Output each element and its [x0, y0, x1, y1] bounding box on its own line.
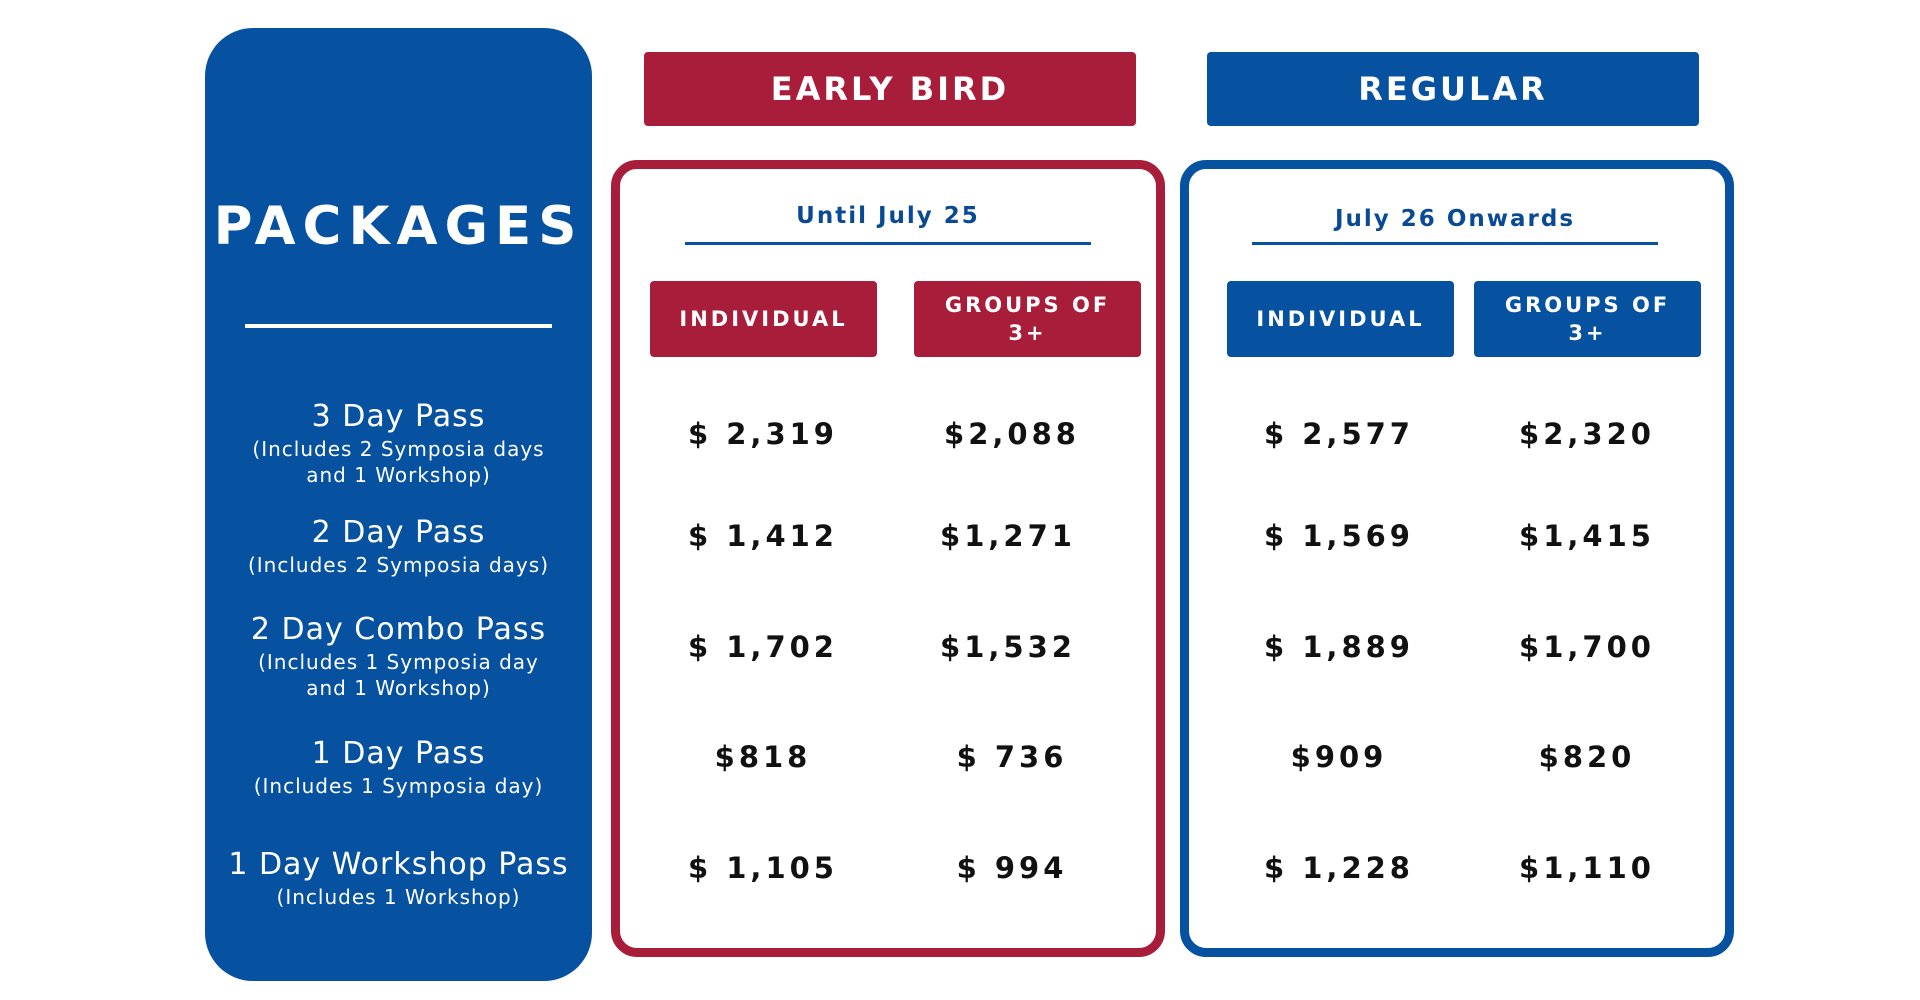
package-name: 1 Day Pass	[311, 736, 486, 771]
regular-group-price: $1,700	[1519, 630, 1655, 664]
early-bird-individual-header: INDIVIDUAL	[650, 281, 877, 357]
regular-group-price: $820	[1538, 740, 1636, 774]
regular-pricing-box	[1180, 160, 1734, 957]
early-bird-group-price: $1,271	[940, 519, 1076, 553]
early-bird-group-price: $1,532	[940, 630, 1076, 664]
packages-title: PACKAGES	[213, 196, 584, 257]
early-bird-header: EARLY BIRD	[644, 52, 1136, 126]
package-name: 1 Day Workshop Pass	[228, 847, 569, 882]
package-description: (Includes 2 Symposia days and 1 Workshop)	[252, 437, 545, 487]
regular-individual-header: INDIVIDUAL	[1227, 281, 1454, 357]
early-bird-individual-price: $ 1,412	[687, 519, 838, 553]
package-description: (Includes 1 Workshop)	[276, 885, 521, 909]
package-description: (Includes 2 Symposia days)	[247, 553, 549, 577]
package-row-2-day-combo-pass	[205, 611, 592, 701]
packages-divider	[245, 324, 552, 328]
package-name: 2 Day Pass	[311, 515, 486, 550]
regular-individual-price: $ 1,228	[1263, 851, 1414, 885]
early-bird-group-price: $ 736	[956, 740, 1068, 774]
regular-header: REGULAR	[1207, 52, 1699, 126]
early-bird-individual-price: $ 2,319	[687, 417, 838, 451]
early-bird-individual-price: $ 1,702	[687, 630, 838, 664]
package-row-1-day-pass	[205, 735, 592, 799]
early-bird-groups-header: GROUPS OF 3+	[914, 281, 1141, 357]
package-name: 3 Day Pass	[311, 399, 486, 434]
early-bird-individual-price: $818	[714, 740, 812, 774]
regular-individual-price: $ 2,577	[1263, 417, 1414, 451]
package-name: 2 Day Combo Pass	[250, 612, 547, 647]
early-bird-period-divider	[685, 242, 1091, 245]
package-row-3-day-pass	[205, 398, 592, 488]
regular-individual-price: $ 1,889	[1263, 630, 1414, 664]
early-bird-individual-price: $ 1,105	[687, 851, 838, 885]
packages-panel	[205, 28, 592, 981]
regular-period: July 26 Onwards	[1334, 206, 1576, 232]
early-bird-pricing-box	[611, 160, 1165, 957]
regular-individual-price: $ 1,569	[1263, 519, 1414, 553]
regular-individual-price: $909	[1290, 740, 1388, 774]
package-description: (Includes 1 Symposia day)	[253, 774, 544, 798]
early-bird-group-price: $ 994	[956, 851, 1068, 885]
regular-groups-header: GROUPS OF 3+	[1474, 281, 1701, 357]
regular-group-price: $1,415	[1519, 519, 1655, 553]
package-row-1-day-workshop-pass	[205, 846, 592, 910]
package-row-2-day-pass	[205, 514, 592, 578]
regular-period-divider	[1252, 242, 1658, 245]
package-description: (Includes 1 Symposia day and 1 Workshop)	[258, 650, 539, 700]
early-bird-period: Until July 25	[796, 203, 980, 229]
regular-group-price: $2,320	[1519, 417, 1655, 451]
early-bird-group-price: $2,088	[944, 417, 1080, 451]
regular-group-price: $1,110	[1519, 851, 1655, 885]
